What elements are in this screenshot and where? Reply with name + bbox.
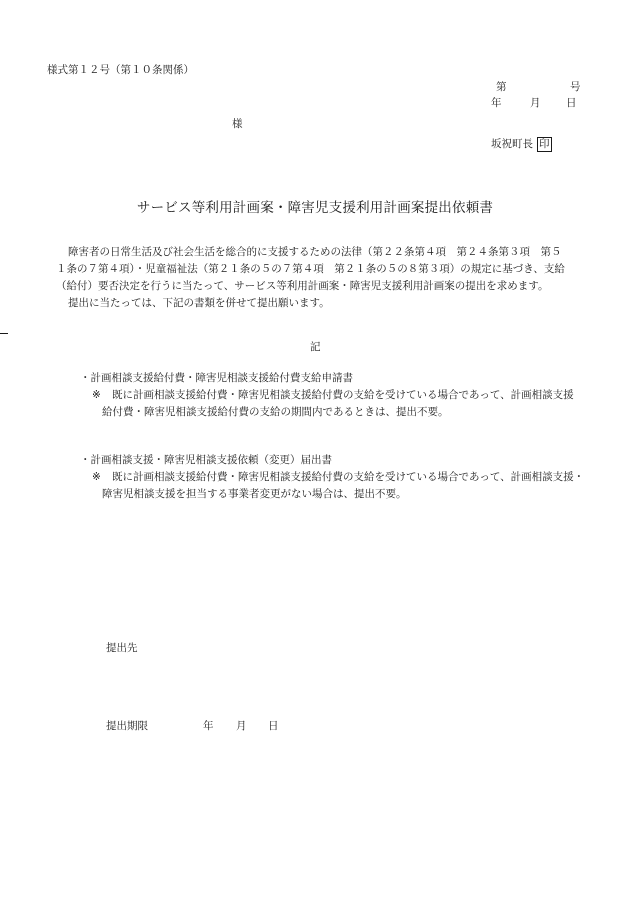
body-paragraph — [56, 244, 588, 312]
body-line: 提出に当たっては、下記の書類を併せて提出願います。 — [68, 297, 330, 309]
note-text: 既に計画相談支援給付費・障害児相談支援給付費の支給を受けている場合であって、計画相談支援 — [112, 389, 574, 401]
note-mark: ※ — [92, 471, 101, 483]
deadline-day: 日 — [268, 720, 279, 732]
addressee-suffix: 様 — [232, 118, 243, 130]
item-heading: ・計画相談支援・障害児相談支援依頼（変更）届出書 — [80, 454, 332, 466]
body-line: 障害者の日常生活及び社会生活を総合的に支援するための法律（第２２条第４項 第２４条第３項 第５ — [68, 246, 562, 258]
form-number: 様式第１２号（第１０条関係） — [47, 64, 194, 76]
document-number-suffix: 号 — [570, 81, 581, 93]
document-title: サービス等利用計画案・障害児支援利用計画案提出依頼書 — [136, 200, 494, 216]
body-line: （給付）要否決定を行うに当たって、サービス等利用計画案・障害児支援利用計画案の提出を求めます。 — [56, 280, 549, 292]
issue-date-month: 月 — [530, 97, 541, 109]
ki-heading: 記 — [310, 341, 321, 353]
issuer-block — [491, 137, 552, 152]
item-note-continued: 給付費・障害児相談支援給付費の支給の期間内であるときは、提出不要。 — [102, 406, 449, 418]
margin-tick — [0, 333, 8, 334]
issue-date-day: 日 — [566, 97, 577, 109]
submission-deadline-label: 提出期限 — [106, 720, 148, 732]
item-heading: ・計画相談支援給付費・障害児相談支援給付費支給申請書 — [80, 372, 353, 384]
submission-destination-label: 提出先 — [106, 642, 138, 654]
item-note-continued: 障害児相談支援を担当する事業者変更がない場合は、提出不要。 — [102, 488, 407, 500]
required-document-item — [80, 452, 584, 503]
note-text: 既に計画相談支援給付費・障害児相談支援給付費の支給を受けている場合であって、計画相談支援・ — [112, 471, 585, 483]
document-number-prefix: 第 — [496, 81, 507, 93]
item-note — [80, 387, 574, 404]
deadline-month: 月 — [236, 720, 247, 732]
note-mark: ※ — [92, 389, 101, 401]
issue-date-year: 年 — [491, 97, 502, 109]
body-line: １条の７第４項）・児童福祉法（第２１条の５の７第４項 第２１条の５の８第３項）の規定に基づき、支給 — [56, 263, 565, 275]
item-note — [80, 469, 584, 486]
issuer-name: 坂祝町長 — [491, 138, 533, 150]
deadline-year: 年 — [203, 720, 214, 732]
required-document-item — [80, 370, 574, 421]
seal-mark: 印 — [539, 138, 550, 150]
